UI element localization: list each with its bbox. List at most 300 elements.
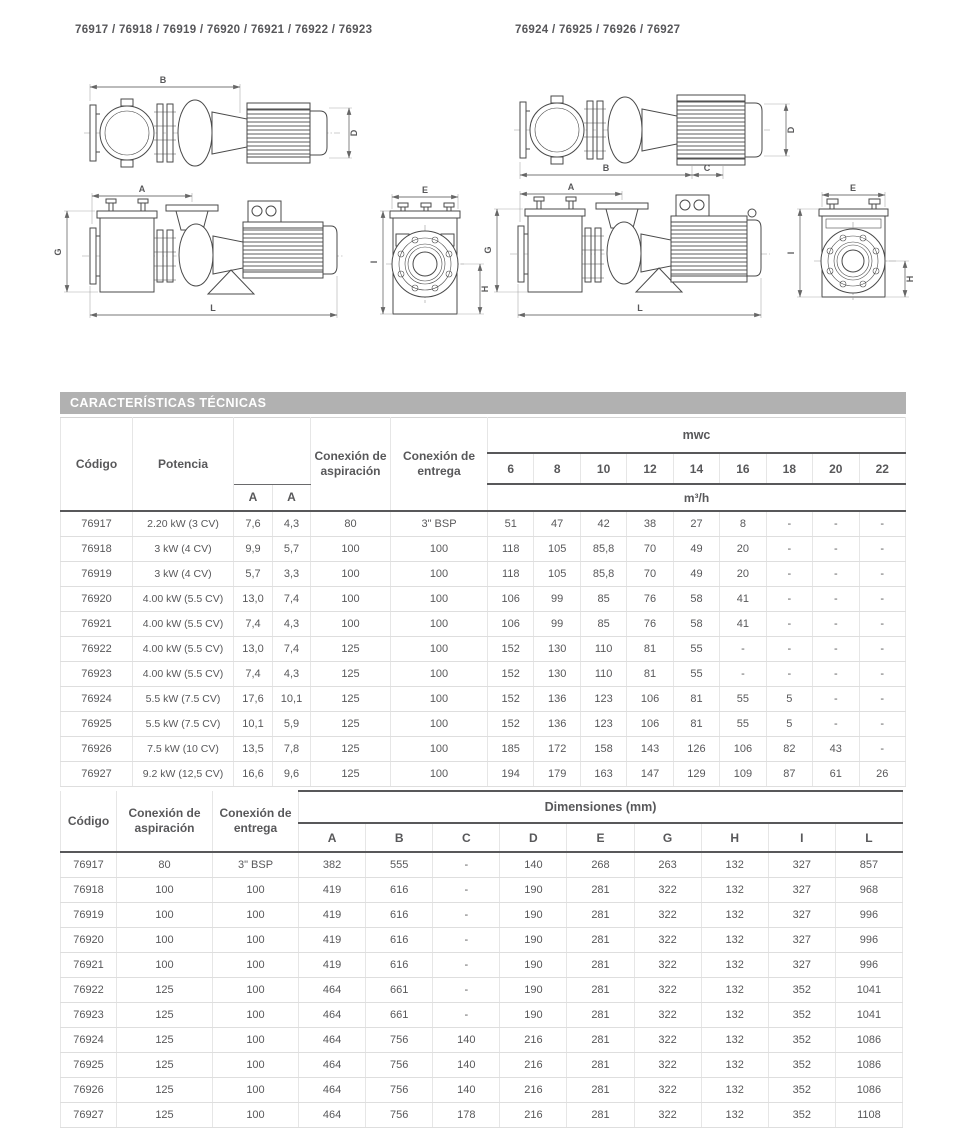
cell-mwc-22: -: [859, 587, 906, 612]
cell-dim-a: 464: [299, 978, 366, 1003]
cell-mwc-6: 185: [488, 737, 534, 762]
cell-entrega: 100: [391, 562, 488, 587]
cell-dim-a: 419: [299, 903, 366, 928]
cell-codigo: 76921: [61, 953, 117, 978]
cell-entrega: 100: [391, 712, 488, 737]
cell-aspiracion: 125: [117, 1028, 213, 1053]
cell-amp-2: 4,3: [273, 662, 311, 687]
dim-letter-header: A: [299, 823, 366, 852]
cell-mwc-18: 5: [766, 687, 812, 712]
col-header-mwc: mwc: [488, 418, 906, 454]
cell-amp-1: 7,6: [234, 511, 273, 537]
cell-mwc-12: 106: [627, 712, 673, 737]
cell-mwc-16: 106: [720, 737, 766, 762]
cell-mwc-10: 85,8: [580, 562, 626, 587]
col-header-amp-1: A: [234, 484, 273, 511]
cell-mwc-12: 76: [627, 587, 673, 612]
cell-dim-l: 968: [835, 878, 902, 903]
cell-dim-a: 464: [299, 1028, 366, 1053]
cell-entrega: 100: [391, 537, 488, 562]
cell-dim-i: 352: [768, 1003, 835, 1028]
dim-label-h-right: H: [905, 275, 915, 283]
cell-entrega: 100: [213, 953, 299, 978]
dimension-row: [61, 1028, 903, 1053]
cell-mwc-12: 106: [627, 687, 673, 712]
cell-codigo: 76920: [61, 587, 133, 612]
cell-dim-b: 616: [366, 928, 433, 953]
cell-mwc-18: -: [766, 537, 812, 562]
cell-mwc-14: 58: [673, 612, 719, 637]
cell-dim-b: 616: [366, 903, 433, 928]
cell-dim-c: -: [433, 1003, 500, 1028]
cell-amp-1: 17,6: [234, 687, 273, 712]
cell-dim-g: 322: [634, 928, 701, 953]
cell-amp-1: 10,1: [234, 712, 273, 737]
dim-label-c-right: C: [703, 163, 711, 173]
cell-potencia: 4.00 kW (5.5 CV): [133, 587, 234, 612]
mwc-value-header: 18: [766, 453, 812, 484]
cell-mwc-18: -: [766, 562, 812, 587]
cell-aspiracion: 125: [311, 762, 391, 787]
col-header-aspiracion: Conexión de aspiración: [311, 418, 391, 512]
cell-dim-d: 190: [500, 903, 567, 928]
cell-mwc-12: 81: [627, 662, 673, 687]
tech-spec-row: [61, 687, 906, 712]
mwc-value-header: 16: [720, 453, 766, 484]
cell-mwc-6: 118: [488, 562, 534, 587]
dim-letter-header: G: [634, 823, 701, 852]
cell-dim-l: 996: [835, 953, 902, 978]
cell-aspiracion: 125: [311, 737, 391, 762]
cell-entrega: 100: [213, 928, 299, 953]
cell-mwc-12: 70: [627, 537, 673, 562]
cell-dim-e: 281: [567, 1103, 634, 1128]
cell-amp-1: 16,6: [234, 762, 273, 787]
cell-dim-i: 327: [768, 928, 835, 953]
cell-dim-i: 327: [768, 852, 835, 878]
cell-potencia: 5.5 kW (7.5 CV): [133, 712, 234, 737]
cell-entrega: 100: [213, 1028, 299, 1053]
cell-mwc-18: -: [766, 637, 812, 662]
cell-amp-2: 9,6: [273, 762, 311, 787]
cell-dim-b: 555: [366, 852, 433, 878]
cell-mwc-8: 99: [534, 612, 580, 637]
cell-dim-e: 281: [567, 1003, 634, 1028]
cell-potencia: 9.2 kW (12,5 CV): [133, 762, 234, 787]
cell-entrega: 100: [213, 878, 299, 903]
cell-dim-e: 281: [567, 1028, 634, 1053]
cell-mwc-16: 109: [720, 762, 766, 787]
cell-entrega: 100: [391, 637, 488, 662]
cell-dim-i: 352: [768, 1053, 835, 1078]
cell-dim-a: 419: [299, 928, 366, 953]
cell-codigo: 76918: [61, 878, 117, 903]
cell-mwc-12: 147: [627, 762, 673, 787]
cell-dim-e: 281: [567, 878, 634, 903]
cell-dim-g: 322: [634, 1003, 701, 1028]
dim-label-e-left: E: [421, 185, 429, 195]
cell-mwc-6: 152: [488, 712, 534, 737]
cell-codigo: 76923: [61, 662, 133, 687]
cell-dim-l: 857: [835, 852, 902, 878]
cell-mwc-10: 123: [580, 712, 626, 737]
mwc-value-header: 14: [673, 453, 719, 484]
cell-dim-c: -: [433, 953, 500, 978]
dim-label-i-left: I: [369, 260, 379, 264]
cell-aspiracion: 100: [117, 953, 213, 978]
cell-dim-h: 132: [701, 852, 768, 878]
cell-dim-g: 322: [634, 1028, 701, 1053]
cell-amp-1: 13,5: [234, 737, 273, 762]
dimension-row: [61, 878, 903, 903]
cell-mwc-10: 158: [580, 737, 626, 762]
tech-spec-row: [61, 562, 906, 587]
cell-mwc-12: 76: [627, 612, 673, 637]
cell-dim-d: 140: [500, 852, 567, 878]
cell-dim-e: 281: [567, 953, 634, 978]
cell-dim-c: -: [433, 903, 500, 928]
cell-dim-a: 464: [299, 1003, 366, 1028]
cell-dim-i: 352: [768, 1028, 835, 1053]
cell-dim-e: 281: [567, 1053, 634, 1078]
cell-mwc-6: 152: [488, 662, 534, 687]
cell-dim-d: 216: [500, 1028, 567, 1053]
dim-label-l-right: L: [637, 303, 643, 313]
cell-aspiracion: 100: [117, 878, 213, 903]
pump-side-view-left: [53, 184, 344, 318]
cell-mwc-8: 105: [534, 537, 580, 562]
cell-dim-a: 464: [299, 1078, 366, 1103]
cell-dim-h: 132: [701, 1103, 768, 1128]
cell-amp-1: 9,9: [234, 537, 273, 562]
cell-mwc-8: 130: [534, 637, 580, 662]
cell-mwc-10: 85: [580, 587, 626, 612]
cell-dim-c: -: [433, 852, 500, 878]
cell-dim-g: 263: [634, 852, 701, 878]
cell-mwc-22: -: [859, 662, 906, 687]
cell-mwc-16: 41: [720, 612, 766, 637]
cell-aspiracion: 125: [311, 712, 391, 737]
dim-label-b-right: B: [602, 163, 610, 173]
dim-label-d-right: D: [786, 126, 796, 134]
cell-amp-1: 7,4: [234, 662, 273, 687]
cell-mwc-18: 82: [766, 737, 812, 762]
col-header-aspiracion-2: Conexión de aspiración: [117, 791, 213, 852]
cell-amp-2: 5,7: [273, 537, 311, 562]
dim-letter-header: E: [567, 823, 634, 852]
cell-mwc-8: 47: [534, 511, 580, 537]
cell-mwc-8: 99: [534, 587, 580, 612]
cell-dim-i: 327: [768, 903, 835, 928]
dimension-row: [61, 928, 903, 953]
cell-mwc-6: 152: [488, 637, 534, 662]
col-header-entrega: Conexión de entrega: [391, 418, 488, 512]
dimension-row: [61, 953, 903, 978]
cell-dim-l: 1041: [835, 1003, 902, 1028]
cell-amp-1: 7,4: [234, 612, 273, 637]
cell-aspiracion: 80: [311, 511, 391, 537]
cell-dim-g: 322: [634, 878, 701, 903]
pump-top-view-right: [514, 95, 796, 179]
cell-mwc-20: -: [813, 662, 859, 687]
cell-mwc-22: -: [859, 637, 906, 662]
cell-mwc-18: 5: [766, 712, 812, 737]
cell-mwc-20: -: [813, 587, 859, 612]
cell-amp-2: 7,4: [273, 637, 311, 662]
cell-dim-i: 327: [768, 878, 835, 903]
cell-dim-l: 996: [835, 903, 902, 928]
cell-mwc-10: 110: [580, 637, 626, 662]
cell-potencia: 7.5 kW (10 CV): [133, 737, 234, 762]
cell-codigo: 76920: [61, 928, 117, 953]
cell-codigo: 76919: [61, 903, 117, 928]
cell-dim-d: 190: [500, 1003, 567, 1028]
cell-potencia: 4.00 kW (5.5 CV): [133, 612, 234, 637]
cell-dim-a: 464: [299, 1053, 366, 1078]
cell-mwc-16: 55: [720, 712, 766, 737]
mwc-value-header: 8: [534, 453, 580, 484]
product-codes-left: 76917 / 76918 / 76919 / 76920 / 76921 / 76922 / 76923: [75, 24, 373, 36]
cell-amp-2: 4,3: [273, 612, 311, 637]
cell-mwc-18: -: [766, 511, 812, 537]
cell-dim-b: 756: [366, 1078, 433, 1103]
dim-letter-header: B: [366, 823, 433, 852]
cell-entrega: 100: [213, 1078, 299, 1103]
cell-mwc-12: 70: [627, 562, 673, 587]
pump-side-view-right: [483, 182, 770, 318]
cell-dim-b: 756: [366, 1028, 433, 1053]
cell-mwc-10: 123: [580, 687, 626, 712]
dimension-row: [61, 1003, 903, 1028]
cell-codigo: 76925: [61, 712, 133, 737]
cell-mwc-12: 38: [627, 511, 673, 537]
pump-technical-drawings: [0, 40, 963, 385]
col-header-entrega-2: Conexión de entrega: [213, 791, 299, 852]
cell-dim-l: 996: [835, 928, 902, 953]
cell-dim-l: 1041: [835, 978, 902, 1003]
cell-mwc-16: 20: [720, 537, 766, 562]
cell-aspiracion: 125: [311, 637, 391, 662]
dim-label-g-left: G: [53, 248, 63, 256]
cell-mwc-14: 81: [673, 712, 719, 737]
cell-entrega: 3" BSP: [391, 511, 488, 537]
pump-top-view-left: [84, 75, 359, 167]
cell-mwc-22: -: [859, 612, 906, 637]
cell-mwc-14: 126: [673, 737, 719, 762]
cell-mwc-6: 194: [488, 762, 534, 787]
cell-dim-c: 140: [433, 1078, 500, 1103]
cell-dim-i: 327: [768, 953, 835, 978]
pump-flange-view-right: [786, 183, 915, 300]
cell-dim-a: 419: [299, 953, 366, 978]
cell-dim-a: 419: [299, 878, 366, 903]
cell-dim-e: 268: [567, 852, 634, 878]
cell-mwc-22: 26: [859, 762, 906, 787]
cell-dim-h: 132: [701, 1003, 768, 1028]
cell-dim-l: 1086: [835, 1053, 902, 1078]
cell-aspiracion: 80: [117, 852, 213, 878]
cell-dim-h: 132: [701, 1028, 768, 1053]
cell-mwc-20: -: [813, 687, 859, 712]
cell-codigo: 76923: [61, 1003, 117, 1028]
col-header-codigo: Código: [61, 418, 133, 512]
cell-aspiracion: 100: [311, 562, 391, 587]
pump-flange-view-left: [369, 185, 490, 314]
cell-entrega: 100: [213, 1053, 299, 1078]
tech-spec-row: [61, 762, 906, 787]
cell-aspiracion: 100: [117, 903, 213, 928]
cell-dim-a: 382: [299, 852, 366, 878]
cell-mwc-8: 105: [534, 562, 580, 587]
dimension-row: [61, 852, 903, 878]
cell-dim-i: 352: [768, 1078, 835, 1103]
cell-mwc-14: 55: [673, 637, 719, 662]
cell-mwc-14: 58: [673, 587, 719, 612]
cell-mwc-20: 43: [813, 737, 859, 762]
cell-dim-g: 322: [634, 903, 701, 928]
tech-specs-body: [61, 511, 906, 787]
cell-dim-e: 281: [567, 903, 634, 928]
dim-label-d-left: D: [349, 129, 359, 137]
cell-amp-2: 4,3: [273, 511, 311, 537]
cell-entrega: 100: [391, 587, 488, 612]
cell-mwc-22: -: [859, 687, 906, 712]
dim-label-a-right: A: [567, 182, 575, 192]
cell-mwc-10: 85: [580, 612, 626, 637]
cell-aspiracion: 100: [117, 928, 213, 953]
col-header-dimensiones: Dimensiones (mm): [299, 791, 903, 823]
dim-letter-header: I: [768, 823, 835, 852]
cell-mwc-14: 55: [673, 662, 719, 687]
tech-specs-table: [60, 417, 906, 787]
cell-dim-c: 140: [433, 1053, 500, 1078]
cell-aspiracion: 100: [311, 537, 391, 562]
cell-aspiracion: 100: [311, 587, 391, 612]
col-header-m3h: m³/h: [488, 484, 906, 511]
cell-mwc-12: 143: [627, 737, 673, 762]
cell-dim-d: 216: [500, 1103, 567, 1128]
cell-dim-g: 322: [634, 1078, 701, 1103]
cell-dim-b: 756: [366, 1053, 433, 1078]
cell-dim-c: -: [433, 978, 500, 1003]
cell-mwc-18: -: [766, 612, 812, 637]
cell-mwc-20: -: [813, 537, 859, 562]
tech-spec-row: [61, 712, 906, 737]
dim-letter-header: D: [500, 823, 567, 852]
cell-codigo: 76919: [61, 562, 133, 587]
cell-amp-2: 5,9: [273, 712, 311, 737]
mwc-value-header: 10: [580, 453, 626, 484]
cell-mwc-10: 85,8: [580, 537, 626, 562]
col-header-potencia: Potencia: [133, 418, 234, 512]
cell-mwc-12: 81: [627, 637, 673, 662]
dimension-row: [61, 903, 903, 928]
cell-mwc-22: -: [859, 712, 906, 737]
cell-dim-c: 140: [433, 1028, 500, 1053]
tech-spec-row: [61, 662, 906, 687]
cell-dim-b: 616: [366, 878, 433, 903]
cell-dim-d: 190: [500, 928, 567, 953]
dim-label-b-left: B: [159, 75, 167, 85]
cell-aspiracion: 125: [117, 1103, 213, 1128]
cell-mwc-8: 136: [534, 712, 580, 737]
cell-dim-h: 132: [701, 953, 768, 978]
cell-dim-h: 132: [701, 1078, 768, 1103]
cell-mwc-8: 130: [534, 662, 580, 687]
cell-dim-g: 322: [634, 1053, 701, 1078]
cell-entrega: 100: [213, 903, 299, 928]
cell-entrega: 100: [391, 762, 488, 787]
cell-dim-h: 132: [701, 878, 768, 903]
mwc-value-header: 6: [488, 453, 534, 484]
dimension-row: [61, 978, 903, 1003]
cell-mwc-14: 49: [673, 537, 719, 562]
tech-specs-section: [60, 392, 906, 787]
cell-dim-b: 661: [366, 978, 433, 1003]
cell-dim-b: 661: [366, 1003, 433, 1028]
cell-mwc-14: 129: [673, 762, 719, 787]
cell-mwc-8: 136: [534, 687, 580, 712]
cell-codigo: 76925: [61, 1053, 117, 1078]
cell-amp-1: 13,0: [234, 587, 273, 612]
cell-dim-c: -: [433, 878, 500, 903]
cell-mwc-10: 42: [580, 511, 626, 537]
cell-mwc-6: 152: [488, 687, 534, 712]
mwc-value-header: 22: [859, 453, 906, 484]
cell-mwc-6: 106: [488, 612, 534, 637]
cell-entrega: 100: [213, 978, 299, 1003]
dimensions-body: [61, 852, 903, 1128]
tech-spec-row: [61, 637, 906, 662]
dim-label-a-left: A: [138, 184, 146, 194]
cell-dim-d: 190: [500, 878, 567, 903]
cell-mwc-20: -: [813, 712, 859, 737]
cell-codigo: 76918: [61, 537, 133, 562]
cell-dim-i: 352: [768, 978, 835, 1003]
cell-mwc-14: 81: [673, 687, 719, 712]
cell-entrega: 100: [391, 612, 488, 637]
cell-mwc-22: -: [859, 562, 906, 587]
cell-mwc-22: -: [859, 737, 906, 762]
cell-mwc-16: 41: [720, 587, 766, 612]
cell-dim-d: 190: [500, 953, 567, 978]
mwc-value-header: 12: [627, 453, 673, 484]
dim-label-e-right: E: [849, 183, 857, 193]
cell-amp-2: 7,4: [273, 587, 311, 612]
cell-mwc-20: -: [813, 612, 859, 637]
cell-dim-h: 132: [701, 978, 768, 1003]
cell-codigo: 76926: [61, 1078, 117, 1103]
cell-dim-l: 1108: [835, 1103, 902, 1128]
cell-mwc-20: 61: [813, 762, 859, 787]
cell-dim-h: 132: [701, 1053, 768, 1078]
cell-mwc-10: 163: [580, 762, 626, 787]
dimension-row: [61, 1053, 903, 1078]
cell-mwc-16: 55: [720, 687, 766, 712]
cell-amp-2: 7,8: [273, 737, 311, 762]
cell-potencia: 2.20 kW (3 CV): [133, 511, 234, 537]
col-header-amp-2: A: [273, 484, 311, 511]
cell-mwc-16: 20: [720, 562, 766, 587]
cell-dim-g: 322: [634, 978, 701, 1003]
cell-dim-l: 1086: [835, 1078, 902, 1103]
cell-potencia: 3 kW (4 CV): [133, 537, 234, 562]
dim-label-g-right: G: [483, 246, 493, 254]
cell-dim-d: 216: [500, 1053, 567, 1078]
cell-codigo: 76917: [61, 852, 117, 878]
cell-potencia: 5.5 kW (7.5 CV): [133, 687, 234, 712]
cell-mwc-20: -: [813, 511, 859, 537]
